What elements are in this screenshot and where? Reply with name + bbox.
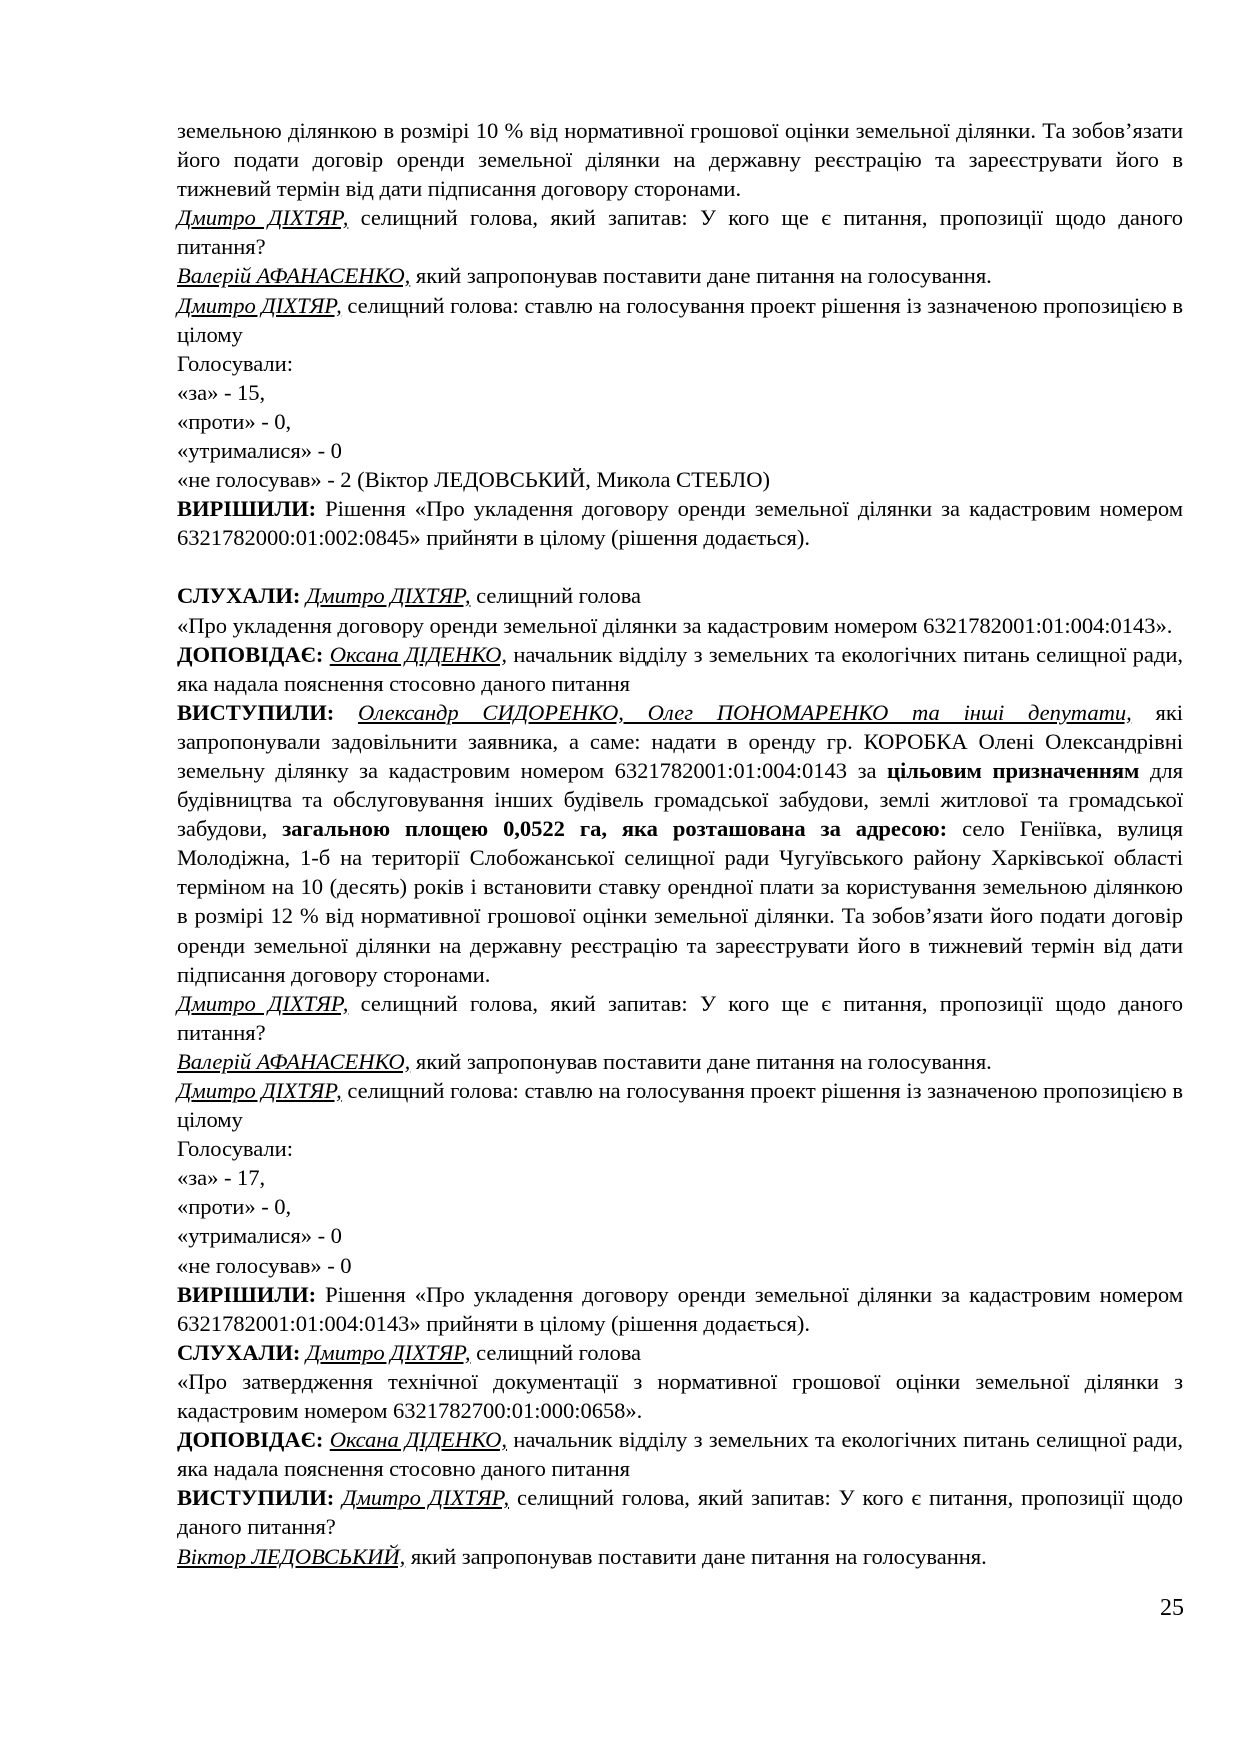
paragraph-text: селищний голова, який запитав: У кого є питання, пропозиції щодо даного питання? xyxy=(177,1485,1183,1540)
speaker-name: Валерій АФАНАСЕНКО, xyxy=(177,1048,411,1074)
voted-heading: Голосували: xyxy=(177,1136,293,1162)
decision-label: ВИРІШИЛИ: xyxy=(177,496,317,522)
speaker-name: Оксана ДІДЕНКО, xyxy=(329,1427,507,1453)
speaker-name: Дмитро ДІХТЯР, xyxy=(177,1078,342,1103)
paragraph-text: селищний голова: ставлю на голосування проект рішення із зазначеною пропозицією в цілому xyxy=(177,1078,1184,1133)
decision-paragraph xyxy=(177,1280,1183,1338)
vote-call-paragraph xyxy=(177,1076,1183,1134)
vote-abstained: «утрималися» - 0 xyxy=(177,438,342,464)
proposal-paragraph xyxy=(177,1542,1183,1571)
heard-label: СЛУХАЛИ: xyxy=(177,1339,301,1365)
vote-against: «проти» - 0, xyxy=(177,408,292,434)
heard-paragraph xyxy=(177,1338,1183,1367)
speaker-role: селищний голова xyxy=(470,583,642,609)
paragraph-text: який запропонував поставити дане питання на голосування. xyxy=(410,263,992,289)
report-paragraph xyxy=(177,640,1183,698)
speaker-name: Дмитро ДІХТЯР, xyxy=(305,583,471,609)
vote-not-voted: «не голосував» - 0 xyxy=(177,1252,352,1278)
page-number: 25 xyxy=(1160,1595,1184,1621)
paragraph-text: начальник відділу з земельних та екологічних питань селищної ради, яка надала пояснення стосовно даного питання xyxy=(177,641,1183,696)
paragraph-text: які запропонували задовільнити заявника, а саме: надати в оренду гр. КОРОБКА Олені Олександрівні земельну ділянку за кадастровим номером 6321782001:01:004:0143 за xyxy=(177,699,1183,783)
speaker-role: селищний голова xyxy=(470,1339,642,1365)
decision-text: Рішення «Про укладення договору оренди земельної ділянки за кадастровим номером 6321782000:01:002:0845» прийняти в цілому (рішення додається). xyxy=(177,496,1183,551)
decision-paragraph xyxy=(177,494,1183,552)
document-page xyxy=(177,116,1183,1571)
speaker-name: Дмитро ДІХТЯР, xyxy=(305,1339,471,1365)
heard-label: СЛУХАЛИ: xyxy=(177,583,301,609)
spoke-paragraph xyxy=(177,698,1183,989)
question-paragraph xyxy=(177,203,1183,261)
paragraph-text: селищний голова: ставлю на голосування проект рішення із зазначеною пропозицією в цілому xyxy=(177,292,1184,347)
paragraph-text: для будівництва та обслуговування інших будівель громадської забудови, землі житлової та громадської забудови, xyxy=(177,757,1183,842)
speaker-name: Валерій АФАНАСЕНКО, xyxy=(177,263,411,289)
vote-against: «проти» - 0, xyxy=(177,1194,292,1220)
proposal-paragraph xyxy=(177,261,1183,290)
bold-text: цільовим призначенням xyxy=(887,757,1140,783)
spoke-paragraph xyxy=(177,1483,1183,1541)
vote-call-paragraph xyxy=(177,291,1183,349)
speaker-name: Дмитро ДІХТЯР, xyxy=(342,1485,510,1511)
question-paragraph xyxy=(177,989,1183,1047)
decision-label: ВИРІШИЛИ: xyxy=(177,1281,317,1307)
topic-paragraph: «Про укладення договору оренди земельної ділянки за кадастровим номером 6321782001:01:004:0143». xyxy=(177,612,1173,638)
report-label: ДОПОВІДАЄ: xyxy=(177,1427,324,1453)
speaker-name: Дмитро ДІХТЯР, xyxy=(177,205,349,231)
vote-abstained: «утрималися» - 0 xyxy=(177,1223,342,1249)
decision-text: Рішення «Про укладення договору оренди земельної ділянки за кадастровим номером 6321782001:01:004:0143» прийняти в цілому (рішення додається). xyxy=(177,1281,1183,1336)
spacer xyxy=(177,552,1183,581)
topic-paragraph: «Про затвердження технічної документації з нормативної грошової оцінки земельної ділянки з кадастровим номером 6321782700:01:000:0658». xyxy=(177,1368,1183,1424)
paragraph-text: начальник відділу з земельних та екологічних питань селищної ради, яка надала пояснення стосовно даного питання xyxy=(177,1427,1183,1482)
paragraph-continuation: земельною ділянкою в розмірі 10 % від нормативної грошової оцінки земельної ділянки. Та зобов’язати його подати договір оренди земельної ділянки на державну реєстрацію та зареєструвати його в тижневий термін від дати підписання договору сторонами. xyxy=(177,118,1183,202)
vote-not-voted: «не голосував» - 2 (Віктор ЛЕДОВСЬКИЙ, Микола СТЕБЛО) xyxy=(177,467,770,493)
paragraph-text: який запропонував поставити дане питання на голосування. xyxy=(405,1543,987,1569)
paragraph-text: який запропонував поставити дане питання на голосування. xyxy=(410,1048,992,1074)
speaker-name: Дмитро ДІХТЯР, xyxy=(177,292,342,318)
voted-heading: Голосували: xyxy=(177,350,293,376)
paragraph-text: село Геніївка, вулиця Молодіжна, 1-б на території Слобожанської селищної ради Чугуївського району Харківської області терміном на 10 (десять) років і встановити ставку орендної плати за користування земельною ділянкою в розмірі 12 % від нормативної грошової оцінки земельної ділянки. Та зобов’язати його подати договір оренди земельної ділянки на державну реєстрацію та зареєструвати його в тижневий термін від дати підписання договору сторонами. xyxy=(177,816,1184,987)
speaker-name: Віктор ЛЕДОВСЬКИЙ, xyxy=(177,1543,406,1569)
spoke-label: ВИСТУПИЛИ: xyxy=(177,1485,335,1511)
proposal-paragraph xyxy=(177,1047,1183,1076)
spoke-label: ВИСТУПИЛИ: xyxy=(177,699,335,725)
bold-text: загальною площею 0,0522 га, яка розташована за адресою: xyxy=(282,816,948,842)
report-label: ДОПОВІДАЄ: xyxy=(177,641,324,667)
speaker-name: Дмитро ДІХТЯР, xyxy=(177,990,349,1016)
report-paragraph xyxy=(177,1425,1183,1483)
speaker-names: Олександр СИДОРЕНКО, Олег ПОНОМАРЕНКО та інші депутати, xyxy=(357,699,1132,725)
heard-paragraph xyxy=(177,581,1183,610)
paragraph-text: селищний голова, який запитав: У кого ще є питання, пропозиції щодо даного питання? xyxy=(177,205,1183,260)
vote-for: «за» - 15, xyxy=(177,379,266,405)
speaker-name: Оксана ДІДЕНКО, xyxy=(329,641,507,667)
paragraph-text: селищний голова, який запитав: У кого ще є питання, пропозиції щодо даного питання? xyxy=(177,990,1183,1045)
vote-for: «за» - 17, xyxy=(177,1165,266,1191)
